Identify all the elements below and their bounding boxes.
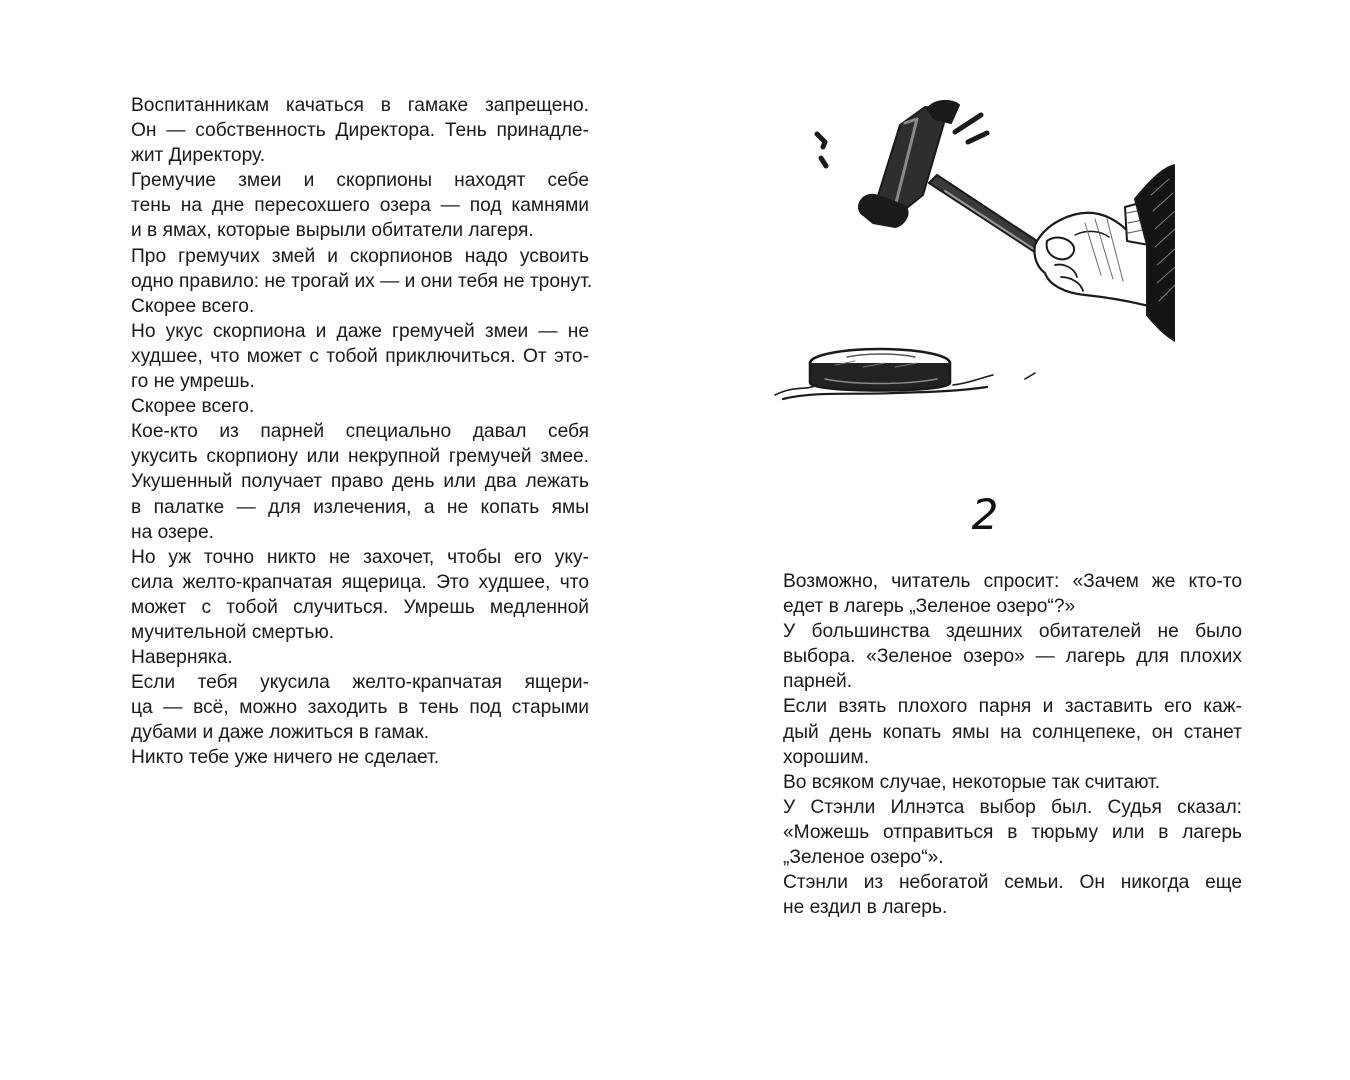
text-line: не ездил в лагерь. [783, 897, 948, 919]
right-page-text [761, 569, 1242, 920]
gavel-head [859, 101, 959, 227]
paragraph [761, 694, 1242, 769]
text-line: „Зеленое озеро“». [783, 847, 944, 869]
paragraph [761, 619, 1242, 694]
text-line: Наверняка. [131, 647, 233, 669]
motion-lines-right [955, 115, 987, 142]
paragraph [761, 870, 1242, 920]
text-line: Скорее всего. [131, 396, 255, 418]
paragraph [109, 394, 589, 419]
text-line: Укушенный получает право день или два лежать [131, 471, 589, 493]
text-line: Никто тебе уже ничего не сделает. [131, 747, 440, 769]
text-line: жит Директору. [131, 145, 266, 167]
text-line: У большинства здешних обитателей не было [783, 621, 1242, 643]
paragraph [109, 168, 589, 243]
paragraph [109, 745, 589, 770]
hand [1034, 201, 1153, 307]
text-line: дый день копать ямы на солнцепеке, он станет [783, 721, 1242, 743]
paragraph [761, 795, 1242, 870]
paragraph [109, 319, 589, 394]
paragraph [109, 244, 593, 294]
text-line: Но уж точно никто не захочет, чтобы его уку- [131, 546, 589, 568]
paragraph [761, 569, 1242, 619]
text-line: У Стэнли Илнэтса выбор был. Судья сказал: [783, 796, 1242, 818]
text-line: и в ямах, которые вырыли обитатели лагеря. [131, 220, 534, 242]
text-line: Воспитанникам качаться в гамаке запрещено. [131, 95, 589, 116]
paragraph [109, 670, 589, 745]
text-line: выбора. «Зеленое озеро» — лагерь для плохих [783, 646, 1242, 668]
text-line: го не умрешь. [131, 371, 255, 393]
text-line: Скорее всего. [131, 295, 255, 317]
text-line: в палатке — для излечения, а не копать ямы [131, 496, 589, 518]
text-line: мучительной смертью. [131, 621, 335, 643]
paragraph [109, 545, 589, 645]
text-line: Про гремучих змей и скорпионов надо усвоить [131, 245, 589, 267]
text-line: сила желто-крапчатая ящерица. Это худшее, что [131, 571, 589, 593]
text-line: Во всяком случае, некоторые так считают. [783, 771, 1161, 793]
text-line: тень на дне пересохшего озера — под камнями [131, 195, 589, 217]
text-line: Кое-кто из парней специально давал себя [131, 421, 589, 443]
paragraph [761, 770, 1242, 795]
text-line: худшее, что может с тобой приключиться. От это- [131, 345, 589, 367]
text-line: Стэнли из небогатой семьи. Он никогда еще [783, 872, 1242, 894]
text-line: может с тобой случиться. Умрешь медленной [131, 596, 589, 618]
text-line: «Можешь отправиться в тюрьму или в лагерь [783, 821, 1242, 843]
text-line: Если взять плохого парня и заставить его каж- [783, 696, 1242, 718]
text-line: хорошим. [783, 746, 870, 768]
text-line: одно правило: не трогай их — и они тебя не тронут. [131, 270, 593, 292]
motion-lines-left [817, 134, 826, 166]
text-line: Возможно, читатель спросит: «Зачем же кто-то [783, 571, 1242, 592]
sound-block [775, 349, 1035, 399]
text-line: едет в лагерь „Зеленое озеро“?» [783, 596, 1076, 618]
left-page-text [109, 93, 593, 771]
paragraph [109, 93, 589, 168]
paragraph [109, 645, 589, 670]
paragraph [109, 294, 589, 319]
text-line: ца — всё, можно заходить в тень под старыми [131, 697, 589, 719]
text-line: Он — собственность Директора. Тень принадле- [131, 120, 589, 142]
judge-gavel-illustration [755, 95, 1175, 415]
text-line: парней. [783, 671, 853, 693]
text-line: Гремучие змеи и скорпионы находят себе [131, 170, 589, 192]
right-page [675, 0, 1350, 1080]
paragraph [109, 419, 589, 544]
text-line: дубами и даже ложиться в гамак. [131, 722, 430, 744]
text-line: Но укус скорпиона и даже гремучей змеи — не [131, 320, 589, 342]
text-line: укусить скорпиону или некрупной гремучей змее. [131, 446, 589, 468]
chapter-number: 2 [971, 490, 999, 539]
text-line: Если тебя укусила желто-крапчатая ящери- [131, 672, 589, 694]
text-line: на озере. [131, 521, 214, 543]
